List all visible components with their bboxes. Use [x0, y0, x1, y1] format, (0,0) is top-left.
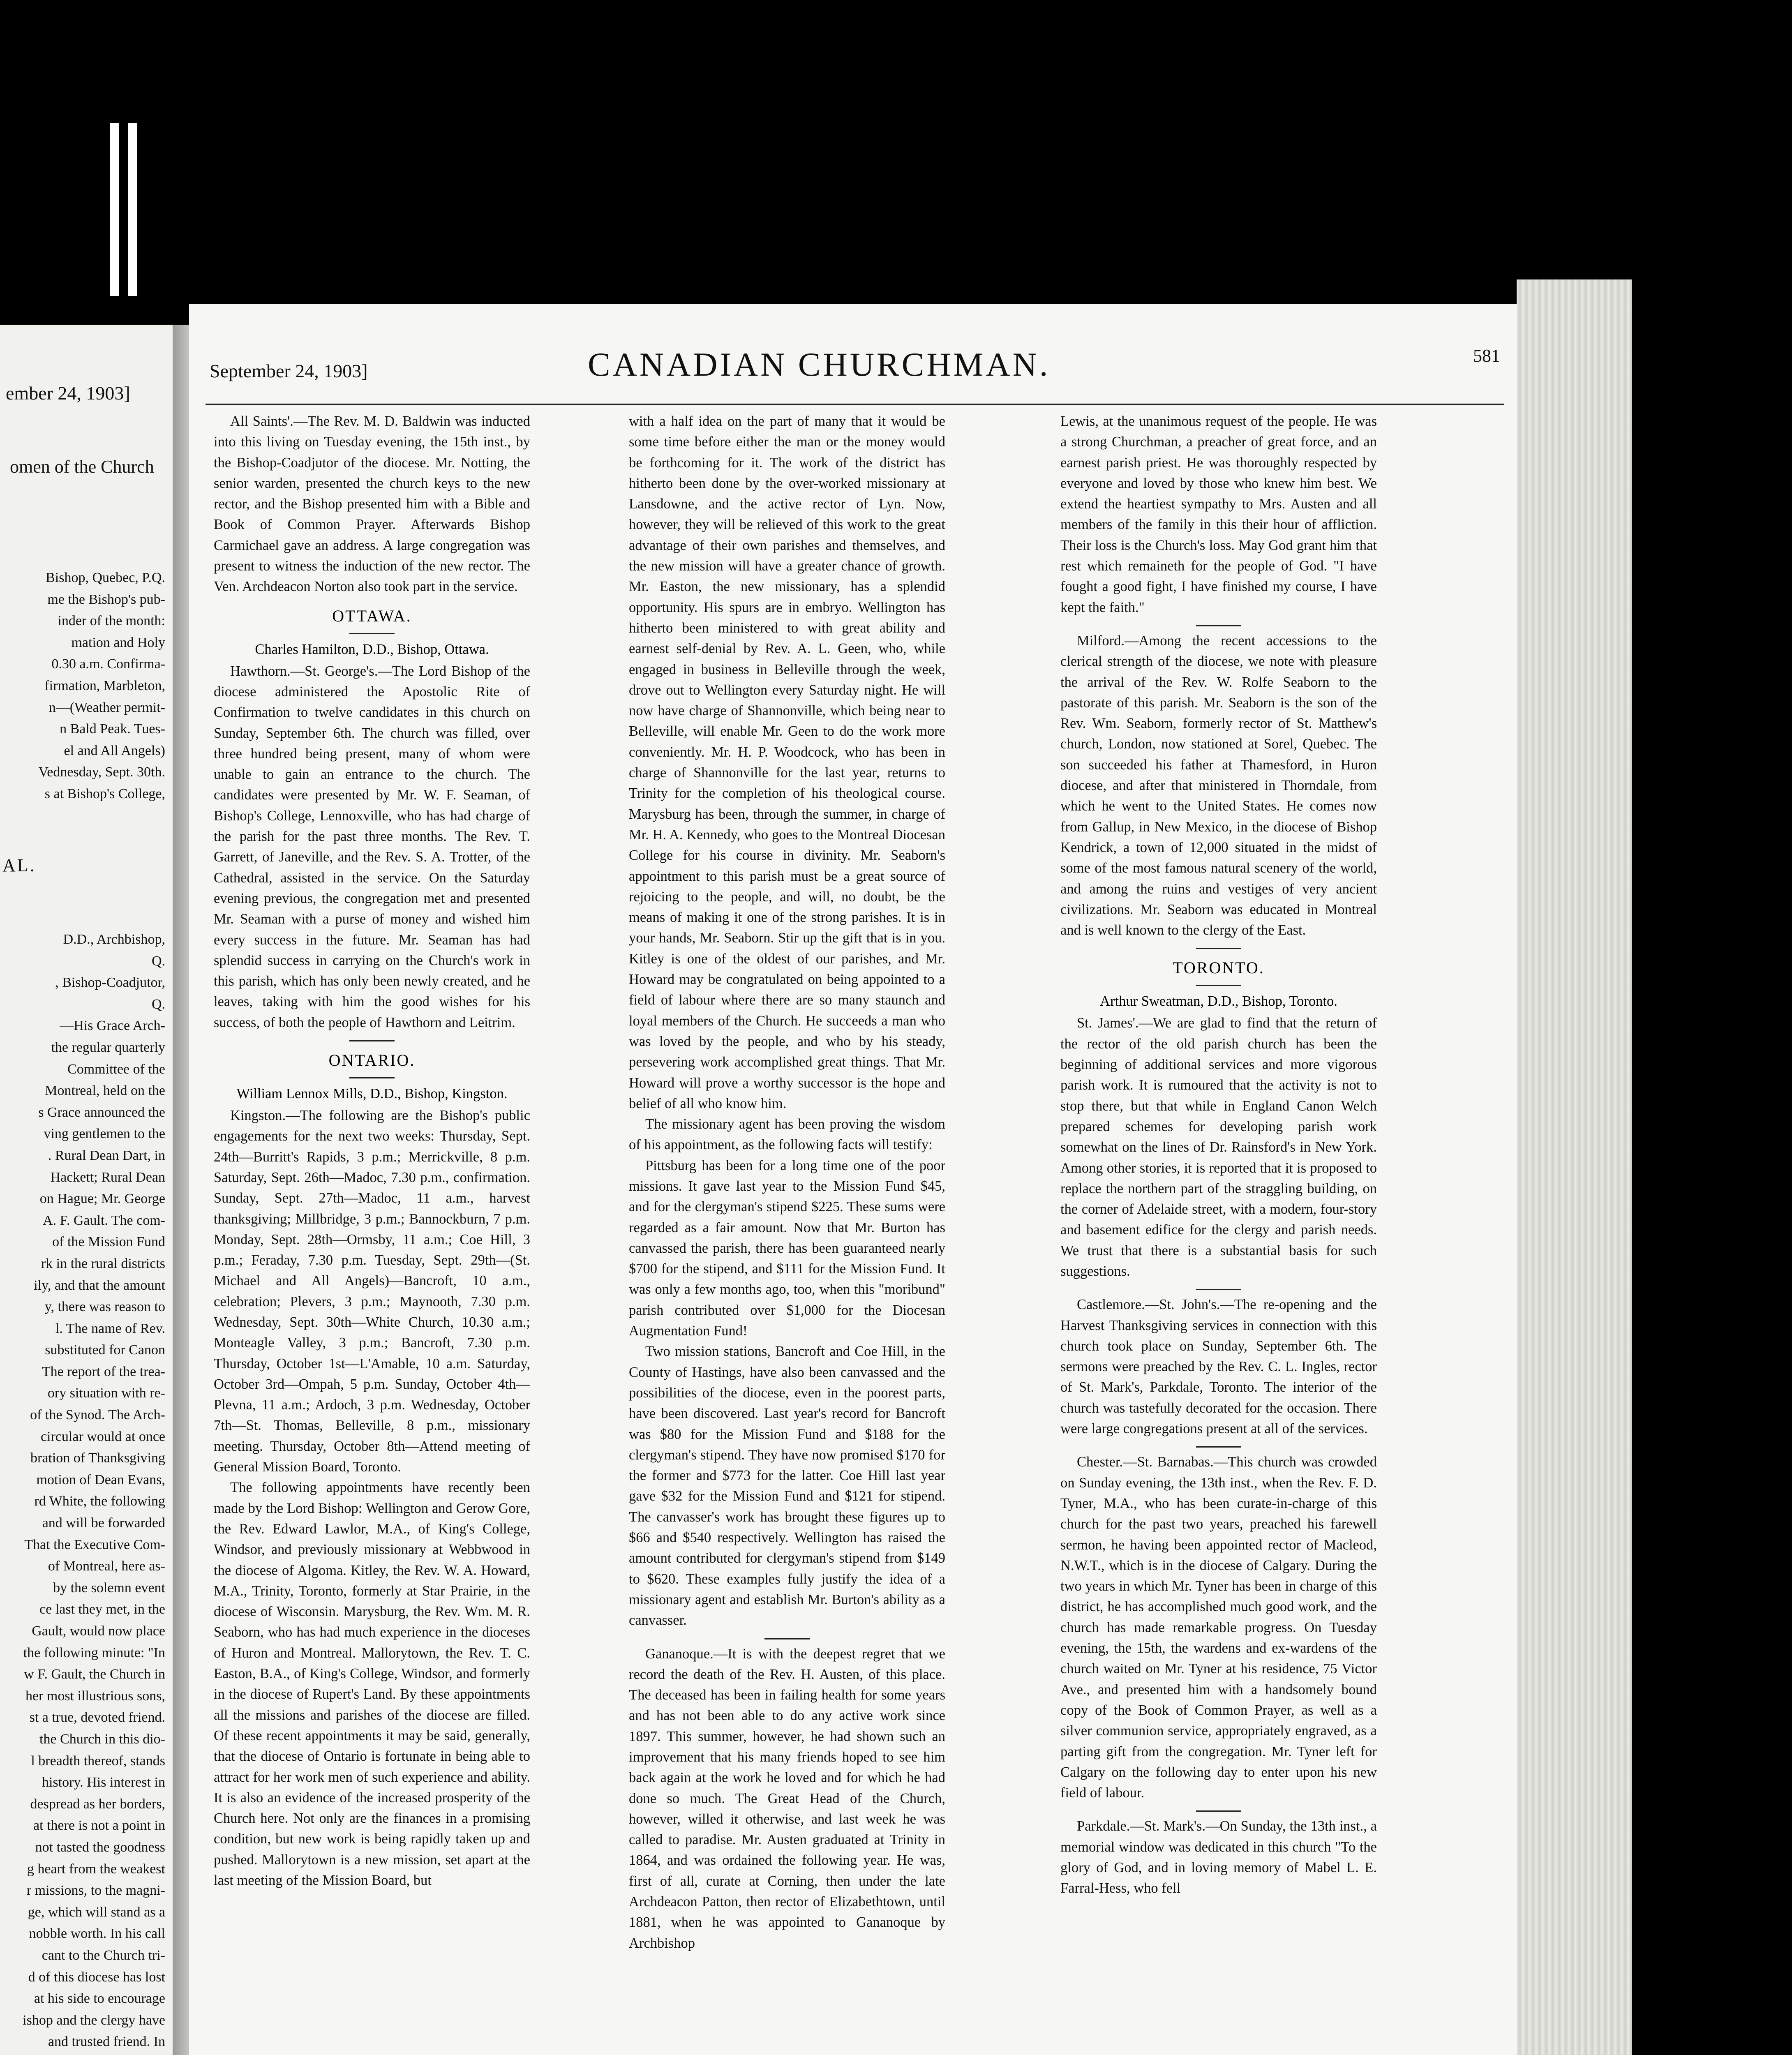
- article-kingston: Kingston.—The following are the Bishop's public engagements for the next two weeks: Thursday, Sept. 24th—Burritt's Rapids, 3 p.m.; Merrickville, 8 p.m. Saturday, Sept. 26th—Madoc, 7.30 p.m., confirmation. Sunday, Sept. 27th—Madoc, 11 a.m., harvest thanksgiving; Millbridge, 3 p.m.; Bannockburn, 7 p.m. Monday, Sept. 28th—Ormsby, 11 a.m.; Coe Hill, 3 p.m.; Feraday, 7.30 p.m. Tuesday, Sept. 29th—(St. Michael and All Angels)—Bancroft, 10 a.m., celebration; Plevers, 3 p.m.; Maynooth, 7.30 p.m. Wednesday, Sept. 30th—White Church, 10.30 a.m.; Monteagle Valley, 3 p.m.; Bancroft, 7.30 p.m. Thursday, October 1st—L'Amable, 10 a.m. Saturday, October 3rd—Ompah, 5 p.m. Sunday, October 4th—Plevna, 11 a.m.; Ardoch, 3 p.m. Wednesday, October 7th—St. Thomas, Belleville, 8 p.m., missionary meeting. Thursday, October 8th—Attend meeting of General Mission Board, Toronto.: [214, 1108, 530, 1475]
- left-page-line: ory situation with re-: [47, 1385, 165, 1401]
- article-chester: Chester.—St. Barnabas.—This church was crowded on Sunday evening, the 13th inst., when the Rev. F. D. Tyner, M.A., who has been curate-in-charge of this church for the past two years, preached his farewell sermon, he having been appointed rector of Macleod, N.W.T., which is in the diocese of Calgary. During the two years in which Mr. Tyner has been in charge of this district, he has accomplished much good work, and the church has made remarkable progress. On Tuesday evening, the 15th, the wardens and ex-wardens of the church waited on Mr. Tyner at his residence, 75 Victor Ave., and presented him with a handsomely bound copy of the Book of Common Prayer, as well as a silver communion service, appropriately engraved, as a parting gift from the congregation. Mr. Tyner left for Calgary on the following day to enter upon his new field of labour.: [1060, 1454, 1377, 1801]
- page-edge-stack: [1517, 279, 1632, 2055]
- left-page-line: —His Grace Arch-: [60, 1018, 165, 1034]
- left-page-line: ving gentlemen to the: [44, 1126, 165, 1142]
- article-castlemore: Castlemore.—St. John's.—The re-opening and the Harvest Thanksgiving services in connection with this church took place on Sunday, September 6th. The sermons were preached by the Rev. C. L. Ingles, rector of St. Mark's, Parkdale, Toronto. The interior of the church was tastefully decorated for the occasion. There were large congregations present at all of the services.: [1060, 1297, 1377, 1437]
- article-missionary-agent: The missionary agent has been proving the wisdom of his appointment, as the following facts will testify:: [629, 1116, 945, 1153]
- section-rule: [1196, 1810, 1241, 1812]
- section-rule: [349, 633, 395, 634]
- left-page-line: ily, and that the amount: [34, 1277, 165, 1293]
- masthead-title: CANADIAN CHURCHMAN.: [588, 346, 1051, 383]
- left-page-line: by the solemn event: [53, 1580, 165, 1596]
- article-mallorytown-cont: with a half idea on the part of many that it would be some time before either the man or the money would be forthcoming for it. The work of the district has hitherto been done by the over-worked missionary at Lansdowne, and the active rector of Lyn. Now, however, they will be relieved of this work to the great advantage of their own parishes and themselves, and the new mission will have a greater chance of growth. Mr. Easton, the new missionary, has a splendid opportunity. His spurs are in embryo. Wellington has hitherto been ministered to with great ability and earnest self-denial by Rev. A. L. Geen, who, while engaged in business in Belleville through the week, drove out to Wellington every Saturday night. He will now have charge of Shannonville, which being near to Belleville, will enable Mr. Geen to do the work more conveniently. Mr. H. P. Woodcock, who has been in charge of Shannonville for the last year, returns to Trinity for the completion of his theological course. Marysburg has been, through the summer, in charge of Mr. H. A. Kennedy, who goes to the Montreal Diocesan College for his course in divinity. Mr. Seaborn's appointment to this parish must be a great source of rejoicing to the people, and will, no doubt, be the means of making it one of the strong parishes. It is in your hands, Mr. Seaborn. Stir up the gift that is in you. Kitley is one of the oldest of our parishes, and Mr. Howard may be congratulated on being appointed to a field of labour where there are so many staunch and loyal members of the Church. He succeeds a man who was loved by the people, and who by his steady, persevering work accomplished great things. That Mr. Howard will prove a worthy successor is the hope and belief of all who know him.: [629, 413, 945, 1111]
- article-hawthorn: Hawthorn.—St. George's.—The Lord Bishop of the diocese administered the Apostolic Rite of Confirmation to twelve candidates in this church on Sunday, September 6th. The church was filled, over three hundred being present, many of whom were unable to gain an entrance to the church. The candidates were presented by Mr. W. F. Seaman, of Bishop's College, Lennoxville, who has had charge of the parish for the past three months. The Rev. T. Garrett, of Janeville, and the Rev. S. A. Trotter, of the Cathedral, assisted in the service. On the Saturday evening previous, the congregation met and presented Mr. Seaman with a purse of money and wished him every success in the future. Mr. Seaman has had splendid success in carrying on the Church's work in this parish, which has only been newly created, and he leaves, taking with him the good wishes for his success, of both the people of Hawthorn and Leitrim.: [214, 663, 530, 1030]
- left-page-subhead: omen of the Church: [10, 457, 154, 477]
- article-milford: Milford.—Among the recent accessions to the clerical strength of the diocese, we note with pleasure the arrival of the Rev. W. Rolfe Seaborn to the pastorate of this parish. Mr. Seaborn is the son of the Rev. Wm. Seaborn, formerly rector of St. Matthew's church, London, now stationed at Sorel, Quebec. The son succeeded his father at Thamesford, in Huron diocese, and after that ministered in Thorndale, from which he went to the United States. He comes now from Gallup, in New Mexico, in the diocese of Bishop Kendrick, a town of 12,000 situated in the midst of some of the most famous natural scenery of the world, and among the ruins and vestiges of very ancient civilizations. Mr. Seaborn was educated in Montreal and is well known to the clergy of the East.: [1060, 633, 1377, 938]
- left-page-line: nobble worth. In his call: [29, 1926, 165, 1942]
- article-st-james: St. James'.—We are glad to find that the return of the rector of the old parish church has been the beginning of additional services and more vigorous parish work. It is rumoured that the activity is not to stop there, but that while in England Canon Welch prepared schemes for developing parish work somewhat on the lines of Dr. Rainsford's in New York. Among other stories, it is reported that it is proposed to replace the northern part of the straggling building, on the corner of Adelaide street, with a modern, four-story and basement edifice for the clergy and parish needs. We trust that there is a substantial basis for such suggestions.: [1060, 1015, 1377, 1279]
- left-page-line: el and All Angels): [64, 743, 165, 758]
- left-page-line: l breadth thereof, stands: [31, 1753, 165, 1769]
- left-page-line: despread as her borders,: [30, 1796, 165, 1812]
- left-page-line: on Hague; Mr. George: [39, 1191, 165, 1207]
- left-page-line: substituted for Canon: [45, 1342, 165, 1358]
- section-rule: [349, 1077, 395, 1078]
- left-page-line: ishop and the clergy have: [23, 2012, 165, 2028]
- left-page-line: firmation, Marbleton,: [44, 678, 165, 693]
- article-all-saints: All Saints'.—The Rev. M. D. Baldwin was inducted into this living on Tuesday evening, the 15th inst., by the Bishop-Coadjutor of the diocese. Mr. Notting, the senior warden, presented the church keys to the new rector, and the Bishop presented him with a Bible and Book of Common Prayer. Afterwards Bishop Carmichael gave an address. A large congregation was present to witness the induction of the new rector. The Ven. Archdeacon Norton also took part in the service.: [214, 413, 530, 595]
- left-page-line: her most illustrious sons,: [25, 1688, 165, 1704]
- section-rule: [1196, 985, 1241, 986]
- left-page-line: Bishop, Quebec, P.Q.: [46, 570, 165, 585]
- section-rule: [349, 1040, 395, 1041]
- left-page-line: Q.: [151, 996, 165, 1012]
- left-page-line: st a true, devoted friend.: [29, 1710, 165, 1725]
- section-rule: [1196, 625, 1241, 626]
- left-page-line: s Grace announced the: [38, 1104, 165, 1120]
- film-marker-top-right: [128, 123, 137, 296]
- left-page-section: AL.: [2, 855, 36, 875]
- left-page-line: me the Bishop's pub-: [47, 591, 165, 607]
- column-3: [1060, 411, 1377, 2055]
- left-page-line: the regular quarterly: [51, 1039, 165, 1055]
- article-pittsburg: Pittsburg has been for a long time one of the poor missions. It gave last year to the Mission Fund $45, and for the clergyman's stipend $225. These sums were regarded as a fair amount. Now that Mr. Burton has canvassed the parish, there has been guaranteed nearly $700 for the stipend, and $111 for the Mission Fund. It was only a few months ago, too, when this "moribund" parish contributed over $1,000 for the Diocesan Augmentation Fund!: [629, 1157, 945, 1339]
- article-parkdale: Parkdale.—St. Mark's.—On Sunday, the 13th inst., a memorial window was dedicated in this church "To the glory of God, and in loving memory of Mabel L. E. Farral-Hess, who fell: [1060, 1818, 1377, 1896]
- left-page-line: not tasted the goodness: [35, 1839, 165, 1855]
- left-page-line: bration of Thanksgiving: [30, 1450, 165, 1466]
- left-page-line: n Bald Peak. Tues-: [60, 721, 165, 737]
- column-1: [214, 411, 530, 2055]
- section-toronto: TORONTO.: [1173, 958, 1265, 977]
- left-page-line: r missions, to the magni-: [26, 1883, 165, 1898]
- section-ottawa: OTTAWA.: [332, 606, 412, 625]
- left-page-date: ember 24, 1903]: [6, 383, 130, 404]
- section-rule: [1196, 1289, 1241, 1290]
- left-page-line: g heart from the weakest: [27, 1861, 165, 1877]
- article-appointments: The following appointments have recently been made by the Lord Bishop: Wellington and Gerow Gore, the Rev. Edward Lawlor, M.A., of King's College, Windsor, and previously missionary at Webbwood in the diocese of Algoma. Kitley, the Rev. W. A. Howard, M.A., Trinity, Toronto, formerly at Star Prairie, in the diocese of Wisconsin. Marysburg, the Rev. Wm. M. R. Seaborn, who has had much experience in the dioceses of Huron and Montreal. Mallorytown, the Rev. T. C. Easton, B.A., of King's College, Windsor, and formerly in the diocese of Rupert's Land. By these appointments all the missions and parishes of the diocese are filled. Of these recent appointments it may be said, generally, that the diocese of Ontario is fortunate in being able to attract for her work men of such experience and ability. It is also an evidence of the increased prosperity of the Church here. Not only are the finances in a promising condition, but new work is being rapidly taken up and pushed. Mallorytown is a new mission, set apart at the last meeting of the Mission Board, but: [214, 1480, 530, 1888]
- left-page-line: w F. Gault, the Church in: [24, 1667, 165, 1682]
- left-page-line: 0.30 a.m. Confirma-: [51, 656, 165, 672]
- left-page-block-a: [0, 567, 173, 805]
- left-page-line: Gault, would now place: [32, 1623, 165, 1639]
- left-page-line: and trusted friend. In: [48, 2034, 165, 2050]
- left-page-line: and will be forwarded: [42, 1515, 165, 1531]
- article-austen-cont: Lewis, at the unanimous request of the people. He was a strong Churchman, a preacher of great force, and an earnest parish priest. He was thoroughly respected by everyone and loved by those who knew him best. We extend the heartiest sympathy to Mrs. Austen and all members of the family in this their hour of affliction. Their loss is the Church's loss. May God grant him that rest which remaineth for the people of God. "I have fought a good fight, I have finished my course, I have kept the faith.": [1060, 413, 1377, 615]
- left-page-line: Q.: [151, 953, 165, 969]
- left-page-line: s at Bishop's College,: [44, 786, 165, 801]
- left-page-line: A. F. Gault. The com-: [43, 1212, 165, 1228]
- left-page-line: of the Mission Fund: [52, 1234, 165, 1250]
- left-page-line: y, there was reason to: [44, 1299, 165, 1315]
- bishop-ottawa: Charles Hamilton, D.D., Bishop, Ottawa.: [255, 641, 489, 657]
- left-page-line: That the Executive Com-: [24, 1537, 165, 1552]
- left-page-line: Committee of the: [67, 1061, 165, 1077]
- bishop-toronto: Arthur Sweatman, D.D., Bishop, Toronto.: [1100, 993, 1337, 1009]
- header-rule: [206, 404, 1504, 405]
- left-page-line: d of this diocese has lost: [28, 1969, 165, 1985]
- bishop-ontario: William Lennox Mills, D.D., Bishop, Kingston.: [236, 1086, 508, 1102]
- left-page-line: rk in the rural districts: [41, 1256, 165, 1271]
- left-page-line: at his side to encourage: [34, 1991, 165, 2007]
- left-page-line: n—(Weather permit-: [48, 700, 165, 715]
- left-page-line: history. His interest in: [42, 1775, 165, 1790]
- left-page-line: [0, 2053, 165, 2055]
- left-page-line: circular would at once: [40, 1429, 165, 1444]
- page-number: 581: [1473, 346, 1500, 366]
- section-rule: [1196, 948, 1241, 949]
- header-date: September 24, 1903]: [210, 360, 368, 381]
- page-header: [210, 345, 1504, 399]
- left-page-line: cant to the Church tri-: [42, 1947, 165, 1963]
- left-page-line: Montreal, held on the: [45, 1083, 165, 1099]
- left-page-line: Hackett; Rural Dean: [50, 1169, 165, 1185]
- film-marker-top-left: [110, 123, 119, 296]
- left-page-line: D.D., Archbishop,: [63, 932, 165, 947]
- left-page-line: of Montreal, here as-: [48, 1559, 165, 1574]
- left-page-line: rd White, the following: [34, 1494, 165, 1509]
- left-page-line: motion of Dean Evans,: [36, 1472, 165, 1487]
- left-page-line: l. The name of Rev.: [55, 1321, 165, 1336]
- column-2: [629, 411, 945, 2055]
- article-gananoque: Gananoque.—It is with the deepest regret that we record the death of the Rev. H. Austen, of this place. The deceased has been in failing health for some years and has not been able to do any active work since 1897. This summer, however, he had shown such an improvement that his many friends hoped to see him back again at the work he loved and for which he had done so much. The Great Head of the Church, however, willed it otherwise, and last week he was called to paradise. Mr. Austen graduated at Trinity in 1864, and was ordained the following year. He was, first of all, curate at Corning, then under the late Archdeacon Patton, then rector of Elizabethtown, until 1881, when he was appointed to Gananoque by Archbishop: [629, 1646, 945, 1951]
- section-rule: [1196, 1446, 1241, 1448]
- left-page-line: the following minute: "In: [23, 1645, 165, 1660]
- left-page-line: . Rural Dean Dart, in: [48, 1148, 165, 1163]
- section-rule: [764, 1638, 810, 1639]
- left-page-line: of the Synod. The Arch-: [30, 1407, 165, 1423]
- left-page-line: the Church in this dio-: [39, 1731, 165, 1747]
- left-page-line: ge, which will stand as a: [28, 1904, 165, 1920]
- left-facing-page: [0, 325, 173, 2055]
- article-mission-stations: Two mission stations, Bancroft and Coe Hill, in the County of Hastings, have also been canvassed and the possibilities of the diocese, even in the poorest parts, have been discovered. Last year's record for Bancroft was $80 for the Mission Fund and $188 for the clergyman's stipend. They have now promised $170 for the former and $773 for the latter. Coe Hill last year gave $32 for the Mission Fund and $121 for stipend. The canvasser's work has brought these figures up to $66 and $540 respectively. Wellington has raised the amount contributed for clergyman's stipend from $149 to $620. These examples fully justify the idea of a missionary agent and establish Mr. Burton's ability as a canvasser.: [629, 1344, 945, 1628]
- left-page-line: Vednesday, Sept. 30th.: [38, 764, 165, 780]
- left-page-line: inder of the month:: [58, 613, 165, 629]
- left-page-line: ce last they met, in the: [39, 1602, 165, 1617]
- left-page-line: mation and Holy: [71, 635, 165, 650]
- left-page-line: The report of the trea-: [42, 1364, 165, 1379]
- section-ontario: ONTARIO.: [328, 1051, 416, 1070]
- left-page-line: at there is not a point in: [33, 1818, 165, 1833]
- left-page-block-b: [0, 929, 173, 2055]
- left-page-line: , Bishop-Coadjutor,: [55, 975, 165, 991]
